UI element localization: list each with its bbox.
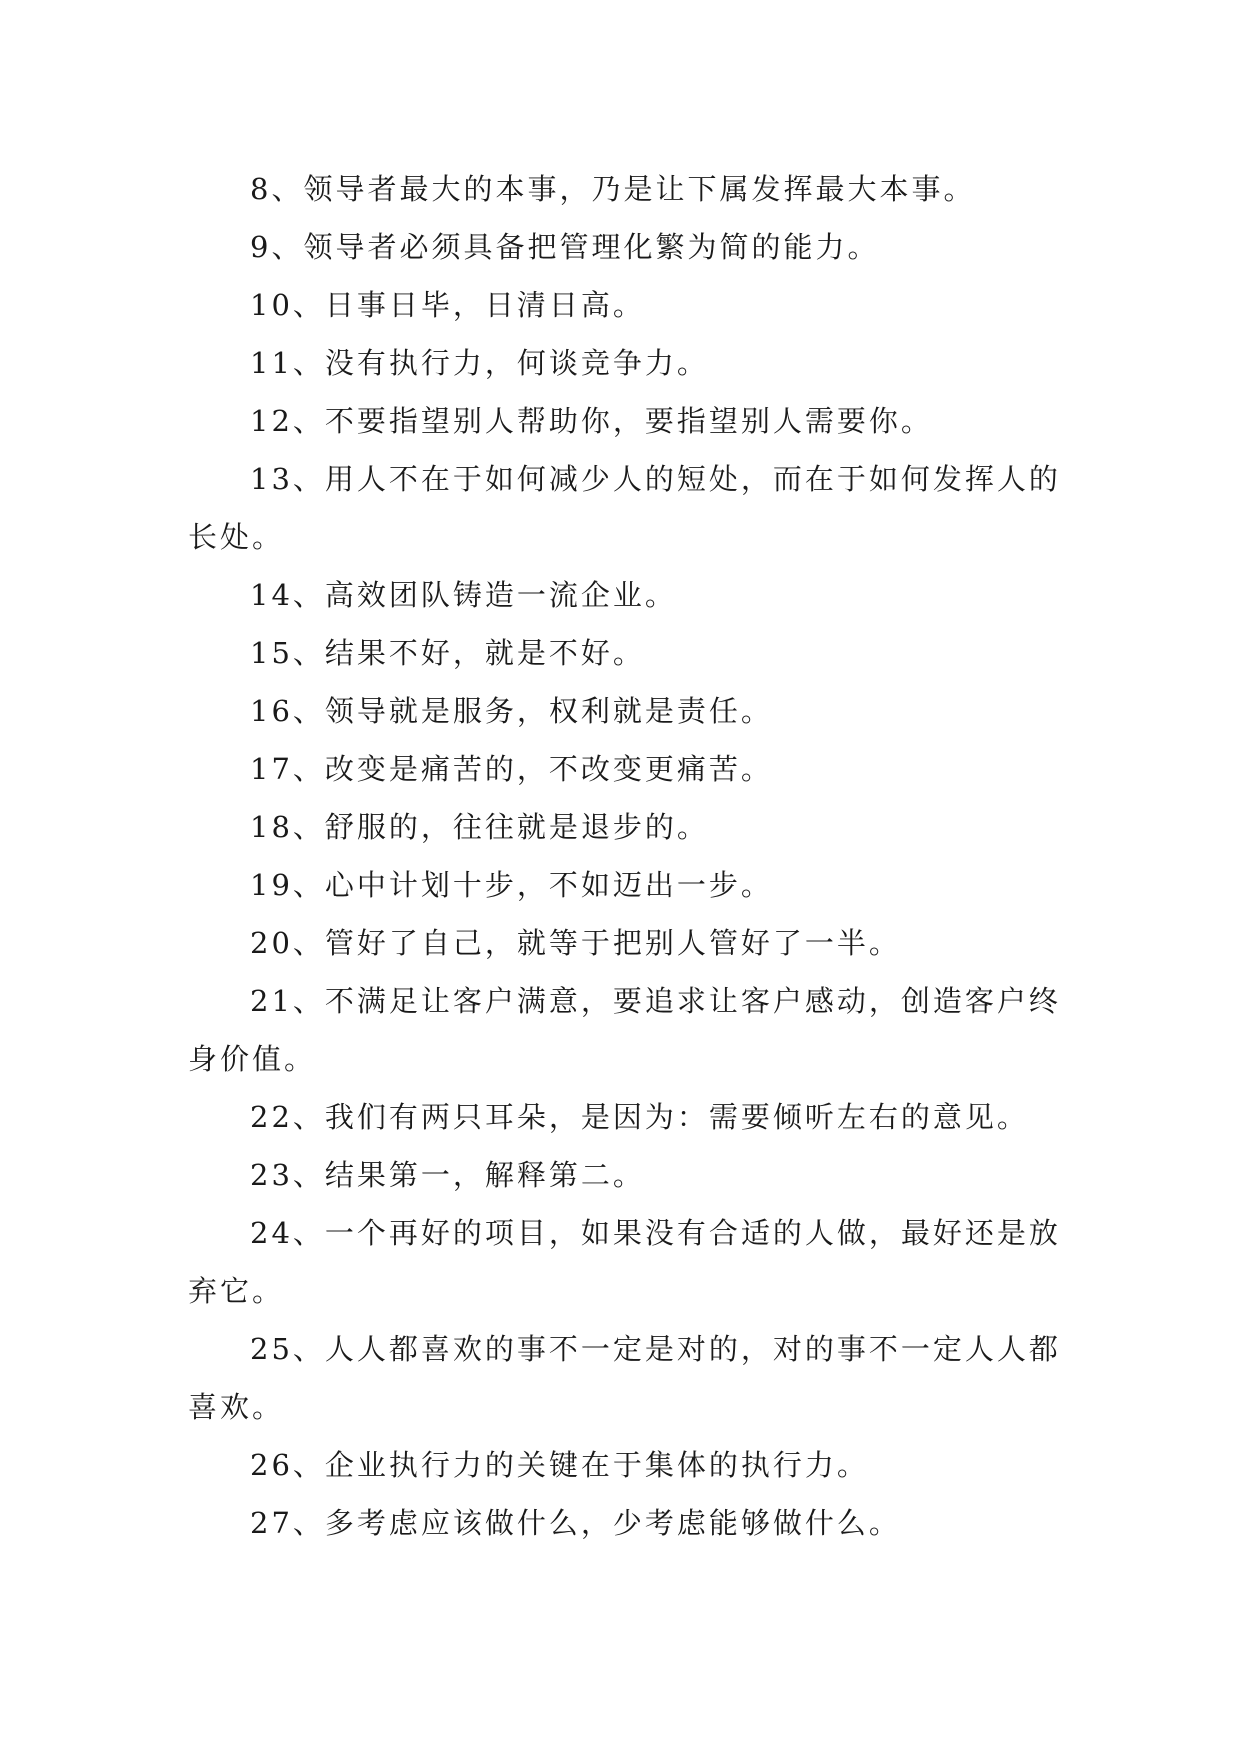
list-item: 24、一个再好的项目，如果没有合适的人做，最好还是放弃它。 bbox=[188, 1216, 1061, 1308]
list-item: 12、不要指望别人帮助你，要指望别人需要你。 bbox=[250, 404, 933, 438]
list-item: 21、不满足让客户满意，要追求让客户感动，创造客户终身价值。 bbox=[188, 984, 1061, 1076]
list-item: 26、企业执行力的关键在于集体的执行力。 bbox=[250, 1448, 869, 1482]
list-item: 20、管好了自己，就等于把别人管好了一半。 bbox=[250, 926, 901, 960]
list-item: 14、高效团队铸造一流企业。 bbox=[250, 578, 677, 612]
list-item: 11、没有执行力，何谈竞争力。 bbox=[250, 346, 709, 380]
list-item: 27、多考虑应该做什么，少考虑能够做什么。 bbox=[250, 1506, 901, 1540]
list-item: 18、舒服的，往往就是退步的。 bbox=[250, 810, 709, 844]
quote-list bbox=[188, 160, 1068, 1552]
list-item: 22、我们有两只耳朵，是因为：需要倾听左右的意见。 bbox=[250, 1100, 1029, 1134]
list-item: 9、领导者必须具备把管理化繁为简的能力。 bbox=[250, 230, 880, 264]
list-item: 15、结果不好，就是不好。 bbox=[250, 636, 645, 670]
list-item: 23、结果第一，解释第二。 bbox=[250, 1158, 645, 1192]
list-item: 17、改变是痛苦的，不改变更痛苦。 bbox=[250, 752, 773, 786]
list-item: 10、日事日毕，日清日高。 bbox=[250, 288, 645, 322]
list-item: 8、领导者最大的本事，乃是让下属发挥最大本事。 bbox=[250, 172, 976, 206]
list-item: 13、用人不在于如何减少人的短处，而在于如何发挥人的长处。 bbox=[188, 462, 1061, 554]
list-item: 16、领导就是服务，权利就是责任。 bbox=[250, 694, 773, 728]
list-item: 19、心中计划十步，不如迈出一步。 bbox=[250, 868, 773, 902]
list-item: 25、人人都喜欢的事不一定是对的，对的事不一定人人都喜欢。 bbox=[188, 1332, 1061, 1424]
